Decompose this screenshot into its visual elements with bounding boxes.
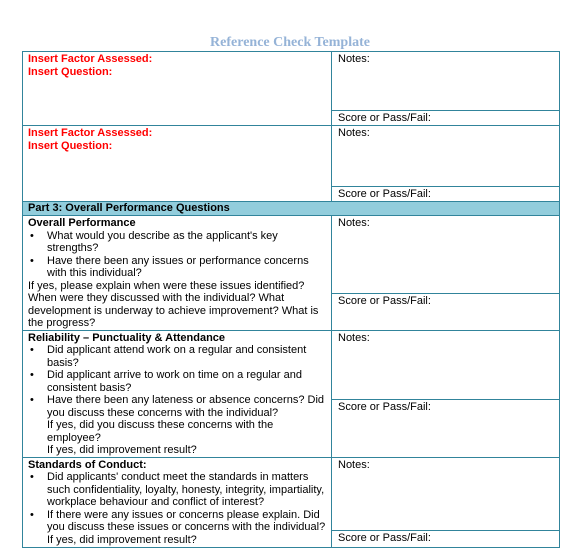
notes-label: Notes: <box>338 331 370 344</box>
factor-label: Insert Factor Assessed: <box>28 53 153 65</box>
notes-label: Notes: <box>338 53 370 65</box>
list-item: • Did applicant arrive to work on time on a regular and consistent basis? <box>28 369 327 394</box>
conduct-cell <box>23 457 332 547</box>
overall-performance-list <box>28 230 327 280</box>
factor-cell <box>23 126 332 202</box>
list-item: • Have there been any lateness or absence concerns? Did you discuss these concerns with the individual? <box>28 394 327 419</box>
table-row <box>23 126 560 187</box>
score-cell <box>332 530 560 547</box>
list-item: • If there were any issues or concerns please explain. Did you discuss these issues or concerns with the individual? <box>28 509 327 534</box>
factor-cell <box>23 52 332 126</box>
factor-label: Insert Factor Assessed: <box>28 127 153 139</box>
reliability-cell <box>23 330 332 457</box>
notes-cell <box>332 457 560 530</box>
score-label: Score or Pass/Fail: <box>338 188 431 200</box>
table-row <box>23 457 560 530</box>
notes-label: Notes: <box>338 217 370 229</box>
followup-text: If yes, did improvement result? <box>47 444 197 456</box>
score-cell <box>332 187 560 202</box>
notes-cell <box>332 330 560 400</box>
score-cell <box>332 293 560 330</box>
followup-text: If yes, did improvement result? <box>47 533 197 546</box>
list-item: • Did applicants' conduct meet the standards in matters such confidentiality, loyalty, honesty, integrity, impartiality, workplace behaviour and conflict of interest? <box>28 471 327 509</box>
followup-text: If yes, please explain when were these issues identified? <box>28 279 305 292</box>
table-row <box>23 52 560 111</box>
section-heading: Part 3: Overall Performance Questions <box>23 202 560 216</box>
table-row <box>23 216 560 294</box>
question-label: Insert Question: <box>28 139 113 152</box>
section-heading-row <box>23 202 560 216</box>
conduct-list <box>28 471 327 534</box>
score-cell <box>332 400 560 457</box>
score-label: Score or Pass/Fail: <box>338 531 431 544</box>
reliability-heading: Reliability – Punctuality & Attendance <box>28 331 226 344</box>
reference-check-table <box>22 51 560 548</box>
notes-label: Notes: <box>338 127 370 139</box>
overall-performance-heading: Overall Performance <box>28 217 136 229</box>
list-item: • Did applicant attend work on a regular and consistent basis? <box>28 344 327 369</box>
followup-text: When were they discussed with the individual? What development is underway to achieve improvement? What is the progress? <box>28 292 319 329</box>
score-label: Score or Pass/Fail: <box>338 294 431 307</box>
followup-text: If yes, did you discuss these concerns with the employee? <box>47 419 274 444</box>
table-row <box>23 330 560 400</box>
reliability-list <box>28 344 327 419</box>
notes-label: Notes: <box>338 458 370 471</box>
overall-performance-cell <box>23 216 332 331</box>
conduct-heading: Standards of Conduct: <box>28 458 147 471</box>
document-title: Reference Check Template <box>210 35 370 50</box>
notes-cell <box>332 216 560 294</box>
score-label: Score or Pass/Fail: <box>338 401 431 414</box>
list-item: • What would you describe as the applicant's key strengths? <box>28 230 327 255</box>
score-cell <box>332 111 560 126</box>
question-label: Insert Question: <box>28 65 113 78</box>
score-label: Score or Pass/Fail: <box>338 112 431 124</box>
notes-cell <box>332 52 560 111</box>
list-item: • Have there been any issues or performance concerns with this individual? <box>28 255 327 280</box>
notes-cell <box>332 126 560 187</box>
